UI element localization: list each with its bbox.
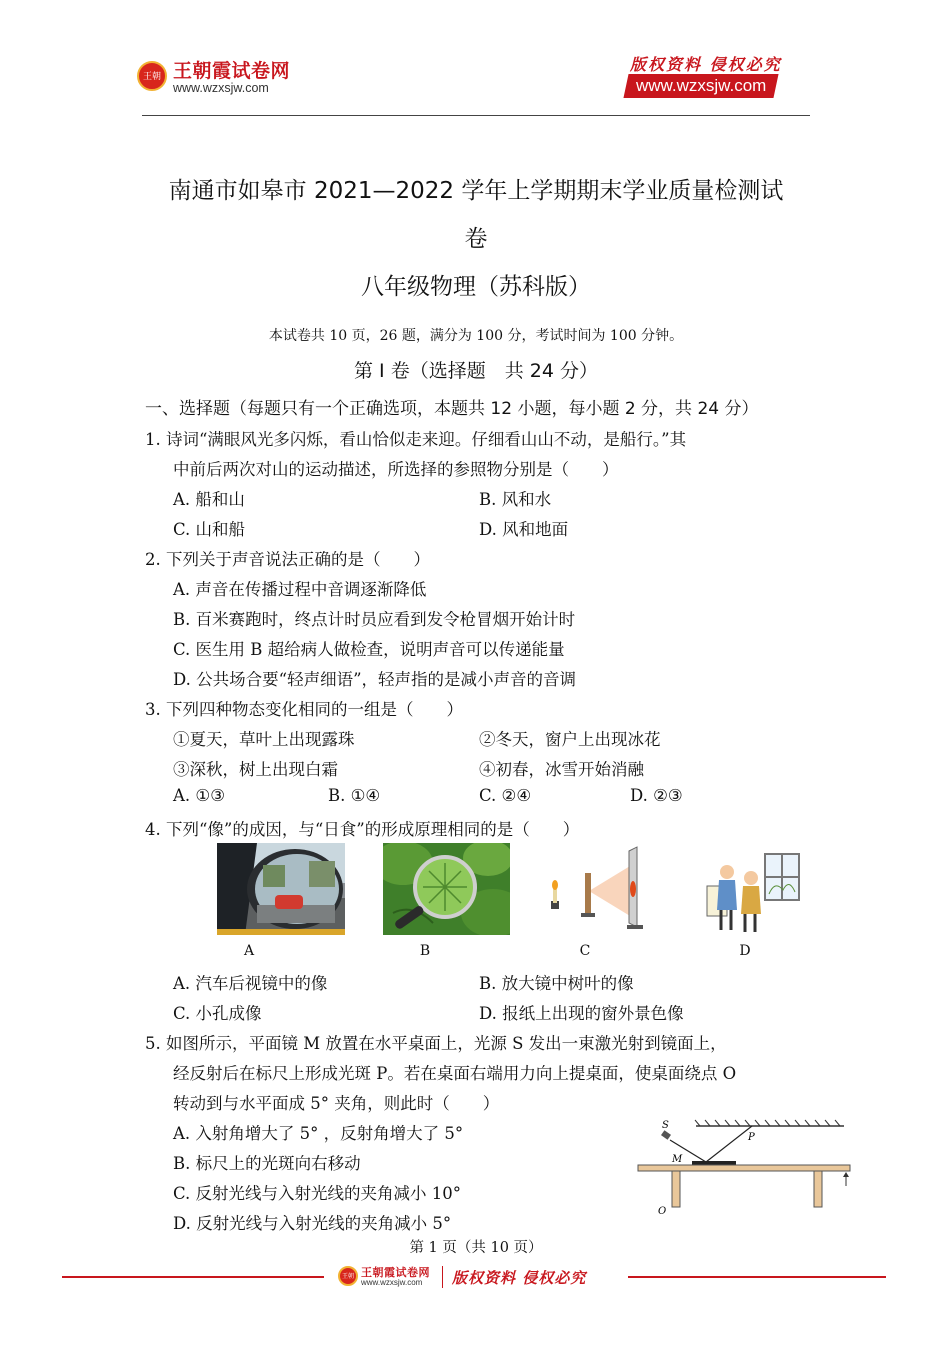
header-logo: [137, 56, 290, 95]
footer-logo-icon: 王朝: [338, 1266, 358, 1286]
q1-option-d: D. 风和地面: [479, 520, 569, 539]
exam-info: 本试卷共 10 页，26 题，满分为 100 分，考试时间为 100 分钟。: [268, 328, 684, 344]
q3-item-2: ②冬天，窗户上出现冰花: [479, 730, 661, 749]
q2-option-c: C. 医生用 B 超给病人做检查，说明声音可以传递能量: [173, 640, 565, 659]
logo-url: www.wzxsjw.com: [173, 81, 269, 95]
q5-figure-label-m: M: [672, 1154, 683, 1165]
q4-image-pinhole: [545, 843, 663, 935]
exam-subtitle: 八年级物理（苏科版）: [361, 274, 591, 300]
q5-figure-label-o: O: [658, 1206, 667, 1217]
part-title: 第 I 卷（选择题 共 24 分）: [354, 360, 598, 382]
exam-title-line2: 卷: [464, 226, 488, 252]
q1-stem-line1: 1. 诗词“满眼风光多闪烁，看山恰似走来迎。仔细看山山不动，是船行。”其: [145, 430, 687, 449]
q1-option-c: C. 山和船: [173, 520, 246, 539]
q3-option-d: D. ②③: [630, 786, 683, 805]
q1-option-a: A. 船和山: [173, 490, 245, 509]
q5-option-a: A. 入射角增大了 5° ，反射角增大了 5°: [173, 1124, 464, 1143]
q3-item-1: ①夏天，草叶上出现露珠: [173, 730, 355, 749]
q2-option-d: D. 公共场合要“轻声细语”，轻声指的是减小声音的音调: [173, 670, 577, 689]
q4-option-a: A. 汽车后视镜中的像: [173, 974, 328, 993]
q5-stem-line3: 转动到与水平面成 5° 夹角，则此时（ ）: [173, 1094, 500, 1113]
header-url-banner: [623, 74, 778, 98]
header-url-text: www.wzxsjw.com: [636, 76, 767, 95]
q1-stem-line2: 中前后两次对山的运动描述，所选择的参照物分别是（ ）: [173, 460, 619, 479]
q4-caption-a: A: [243, 943, 255, 959]
q3-option-a: A. ①③: [173, 786, 225, 805]
footer-logo-name: 王朝霞试卷网: [361, 1266, 430, 1279]
footer-divider-left: [62, 1276, 324, 1278]
q2-option-b: B. 百米赛跑时，终点计时员应看到发令枪冒烟开始计时: [173, 610, 576, 629]
logo-name: 王朝霞试卷网: [173, 60, 291, 82]
q4-option-b: B. 放大镜中树叶的像: [479, 974, 634, 993]
q2-option-a: A. 声音在传播过程中音调逐渐降低: [173, 580, 427, 599]
q5-figure-mirror-table: [634, 1118, 864, 1218]
q4-caption-b: B: [419, 943, 431, 959]
q2-stem: 2. 下列关于声音说法正确的是（ ）: [145, 550, 430, 569]
q5-option-c: C. 反射光线与入射光线的夹角减小 10°: [173, 1184, 462, 1203]
q4-image-car-mirror: [217, 843, 345, 935]
q5-stem-line2: 经反射后在标尺上形成光斑 P。若在桌面右端用力向上提桌面，使桌面绕点 O: [173, 1064, 737, 1083]
logo-badge-icon: 王朝: [137, 61, 167, 91]
q5-stem-line1: 5. 如图所示，平面镜 M 放置在水平桌面上，光源 S 发出一束激光射到镜面上，: [145, 1034, 727, 1053]
q5-figure-label-s: S: [662, 1120, 669, 1131]
footer-logo-url: www.wzxsjw.com: [361, 1278, 423, 1287]
q5-option-d: D. 反射光线与入射光线的夹角减小 5°: [173, 1214, 452, 1233]
q3-option-c: C. ②④: [479, 786, 532, 805]
q4-caption-c: C: [579, 943, 591, 959]
header-copyright: 版权资料 侵权必究: [630, 55, 782, 74]
q5-figure-label-p: P: [748, 1132, 755, 1143]
q3-item-4: ④初春，冰雪开始消融: [479, 760, 644, 779]
q4-option-c: C. 小孔成像: [173, 1004, 262, 1023]
header-divider: [142, 115, 810, 116]
q3-stem: 3. 下列四种物态变化相同的一组是（ ）: [145, 700, 463, 719]
footer-page-number: 第 1 页（共 10 页）: [409, 1240, 543, 1256]
q4-caption-d: D: [739, 943, 751, 959]
q4-image-newspaper: [703, 850, 801, 936]
q4-image-magnifier: [383, 843, 510, 935]
footer-separator: [442, 1266, 443, 1288]
q3-option-b: B. ①④: [328, 786, 381, 805]
exam-title-line1: 南通市如皋市 2021—2022 学年上学期期末学业质量检测试: [168, 178, 784, 204]
section-title: 一、选择题（每题只有一个正确选项，本题共 12 小题，每小题 2 分，共 24 分）: [145, 399, 759, 419]
footer-divider-right: [628, 1276, 886, 1278]
q5-option-b: B. 标尺上的光斑向右移动: [173, 1154, 361, 1173]
footer-logo: [338, 1264, 430, 1287]
footer-copyright: 版权资料 侵权必究: [452, 1269, 587, 1287]
q4-option-d: D. 报纸上出现的窗外景色像: [479, 1004, 684, 1023]
q1-option-b: B. 风和水: [479, 490, 552, 509]
q4-stem: 4. 下列“像”的成因，与“日食”的形成原理相同的是（ ）: [145, 820, 580, 839]
q3-item-3: ③深秋，树上出现白霜: [173, 760, 338, 779]
